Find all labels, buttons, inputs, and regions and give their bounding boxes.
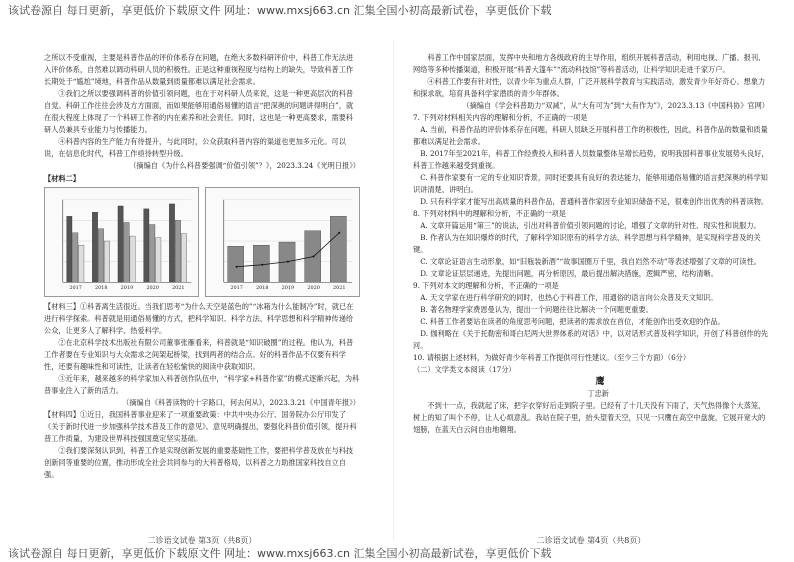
option-b: B. 著名物理学家费恩曼认为，提出一个问题往往比解决一个问题更重要。 [420, 305, 653, 314]
right-page [413, 52, 769, 540]
chart-left [44, 187, 199, 297]
option-c: C. 文章论证语言生动形象，如“旧瓶装新酒”“故事国圈万千里，我自岿然不动”等表述增强了文章的可读性。 [420, 257, 761, 266]
bar [118, 206, 123, 282]
line-point [261, 264, 263, 266]
bar [124, 222, 129, 282]
line-point [313, 256, 315, 258]
story-author: 丁忠新 [587, 389, 609, 398]
bar [169, 204, 174, 282]
citation: （摘编自《学会科普助力“双减”，从“大有可为”到“大有作为”》，2023.3.13《中国科协》官网） [462, 101, 769, 110]
paragraph: 【材料三】①科普离生活很近。当我们思考“为什么天空是蓝色的”“冰箱为什么能制冷”时，就已在进行科学探索。科普就是用通俗易懂的方式，把科学知识、科学方法、科学思想和科学精神传递给公众，让更多人了解科学、热爱科学。 [44, 302, 354, 335]
story-title: 鹰 [595, 377, 605, 387]
tick-label: 2018 [94, 285, 108, 292]
section-heading: （二）文学类文本阅读（17分） [413, 365, 516, 374]
paragraph: ②我们要深刻认识到，科普工作是实现创新发展的重要基础性工作，要把科学普及放在与科技创新同等重要的位置，推动形成全社会共同参与的大科普格局，以科普之力助推国家科技自立自强。 [44, 446, 354, 479]
question-7: 7. 下列对材料相关内容的理解和分析，不正确的一项是 [413, 113, 588, 122]
paragraph: ③我们之所以要强调科普的价值引领问题，也在于对科研人员来说，这是一种更高层次的科普自觉。科研工作往往会涉及方方面面，而如果能够用通俗易懂的语言“把深奥的问题讲得明白”，就在很大程度上体现了一个科研工作者的内在素养和社会责任。同时，这也是一种更高要求，需要科研人员兼具专业能力与传播能力。 [44, 89, 354, 134]
paragraph: 科普工作中国家层面，发挥中央和地方各级政府的主导作用，组织开展科普活动，利用电视、广播、报刊、网络等多种传播渠道，积极开展“科普大篷车”“流动科技馆”等科普活动，让科学知识走进千家万户。 [413, 53, 766, 74]
bar [73, 233, 78, 282]
tick-label: 2019 [281, 285, 295, 292]
paragraph: ③近年来，越来越多的科学家加入科普创作队伍中，“科学家+科普作家”的模式逐渐兴起，为科普事业注入了新的活力。 [44, 374, 360, 395]
bar-chart-grouped [45, 188, 198, 296]
option-d: D. 只有科学家才能写出高质量的科普作品，普通科普作家因专业知识储备不足，很难创作出优秀的科普读物。 [420, 197, 769, 206]
tick-label: 2017 [230, 285, 243, 292]
tick-label: 2021 [332, 285, 346, 292]
bar [98, 229, 103, 283]
page-footer-right: 二诊语文试卷 第4页（共8页） [536, 536, 646, 545]
bar [144, 209, 149, 282]
bar [104, 241, 109, 282]
line-point [338, 232, 340, 234]
tick-label: 2018 [255, 285, 269, 292]
option-b: B. 作者认为在知识爆炸的时代，了解科学知识原有的科学方法、科学思想与科学精神，是实现科学普及的关键。 [413, 233, 761, 254]
bar-line-chart [206, 188, 359, 296]
tick-label: 2019 [120, 285, 134, 292]
page-footer-left: 二诊语文试卷 第3页（共8页） [147, 536, 257, 545]
tick-label: 2020 [307, 285, 320, 292]
paragraph: 之所以不受重视，主要是科普作品的评价体系存在问题，在绝大多数科研评价中，科普工作无法进入评价体系，自然难以调动科研人员的积极性。正是这种重视程度与结构上的缺失，导致科普工作长期处于“尴尬”境地，科普作品从数量到质量都难以满足社会需求。 [44, 53, 354, 86]
paragraph: ④科普工作要有针对性，以青少年为重点人群，广泛开展科学教育与实践活动，激发青少年好奇心、想象力和探求欲，培育具备科学家潜质的青少年群体。 [413, 77, 766, 98]
option-a: A. 当前，科普作品的评价体系存在问题，科研人员缺乏开展科普工作的积极性，因此，科普作品的数量和质量都难以满足社会需求。 [413, 125, 768, 146]
line-point [236, 266, 238, 268]
citation: （摘编自《为什么科普要强调“价值引领”？》，2023.3.24《光明日报》） [129, 161, 360, 170]
tick-label: 2021 [171, 285, 185, 292]
question-8: 8. 下列对材料中的理解和分析，不正确的一项是 [413, 209, 566, 218]
tick-label: 2017 [69, 285, 82, 292]
bar [228, 246, 244, 282]
source-banner-top: 该试卷源自 每日更新，享更低价下载原文件 网址：www.mxsj663.cn 汇集全国小初高最新试卷，享更低价下载 [8, 4, 552, 17]
chart-row [44, 187, 360, 297]
page-fold-divider [393, 40, 394, 540]
question-10: 10. 请根据上述材料，为做好青少年科普工作提供可行性建议。（至少三个方面）（6分） [413, 353, 691, 362]
paragraph: 不到十一点，我就起了床，把字衣穿好后走到院子里。已经有了十几天没有下雨了，天气热得像个大蒸笼，树上的知了叫个不停，让人心烦意乱。我站在院子里，抬头望着天空，只见一只鹰在高空中盘旋，它展开宽大的翅膀，在蓝天白云间自由地翱翔。 [413, 401, 766, 434]
bar [156, 238, 161, 283]
bar [67, 216, 72, 282]
option-c: C. 科普工作者要站在读者的角度思考问题，把读者的需求放在首位，才能创作出受欢迎的作品。 [420, 317, 725, 326]
paragraph: ②在北京科学技术出版社有限公司董事张雁看来，科普就是“知识破圈”的过程。他认为，科普工作者要在专业知识与大众需求之间架起桥梁，找到两者的结合点。好的科普作品不仅要有科学性，还要有趣味性和可读性，让读者在轻松愉快的阅读中获取知识。 [44, 338, 354, 371]
bar [92, 212, 97, 282]
paragraph: 【材料四】①近日，我国科普事业迎来了一项重要政策：中共中央办公厅、国务院办公厅印发了《关于新时代进一步加强科学技术普及工作的意见》。意见明确提出，要强化科普价值引领，提升科普工作质量，为建设世界科技强国奠定坚实基础。 [44, 410, 357, 443]
bar [181, 234, 186, 283]
bar [175, 220, 180, 282]
source-banner-bottom: 该试卷源自 每日更新，享更低价下载原文件 网址：www.mxsj663.cn 汇集全国小初高最新试卷，享更低价下载 [8, 547, 552, 560]
bar [330, 216, 346, 282]
bar [79, 245, 84, 282]
bar [253, 245, 269, 282]
option-d: D. 伽利略在《关于托勒密和哥白尼两大世界体系的对话》中，以对话形式普及科学知识，开创了科普创作的先河。 [413, 329, 769, 350]
paragraph: ④科普内容的生产能力有待提升，与此同时，公众获取科普内容的渠道也更加多元化。可以说，在信息化时代，科普工作亟待转型升级。 [44, 137, 346, 158]
option-d: D. 文章论证层层递进，先提出问题，再分析原因，最后提出解决措施，逻辑严密，结构清晰。 [420, 269, 718, 278]
bar [150, 225, 155, 283]
line-point [287, 261, 289, 263]
chart-right [205, 187, 360, 297]
left-page [44, 52, 360, 540]
tick-label: 2020 [146, 285, 159, 292]
citation: （摘编自《科普读物的十字路口，何去何从》，2023.3.21《中国青年报》） [122, 398, 360, 407]
option-a: A. 文章开篇运用“第三”的说法，引出对科普价值引领问题的讨论，增强了文章的针对性、现实性和说服力。 [420, 221, 761, 230]
option-c: C. 科普作家要有一定的专业知识背景，同时还要具有良好的表达能力，能够用通俗易懂的语言把深奥的科学知识讲清楚、讲明白。 [413, 173, 768, 194]
bar [130, 236, 135, 282]
material-heading: 【材料二】 [44, 174, 80, 183]
option-a: A. 天文学家在进行科学研究的同时，也热心于科普工作，用通俗的语言向公众普及天文知识。 [420, 293, 718, 302]
question-9: 9. 下列对本文的理解和分析，不正确的一项是 [413, 281, 559, 290]
option-b: B. 2017年至2021年，科普工作经费投入和科普人员数量整体呈增长趋势，说明我国科普事业发展势头良好，科普工作越来越受到重视。 [413, 149, 769, 170]
